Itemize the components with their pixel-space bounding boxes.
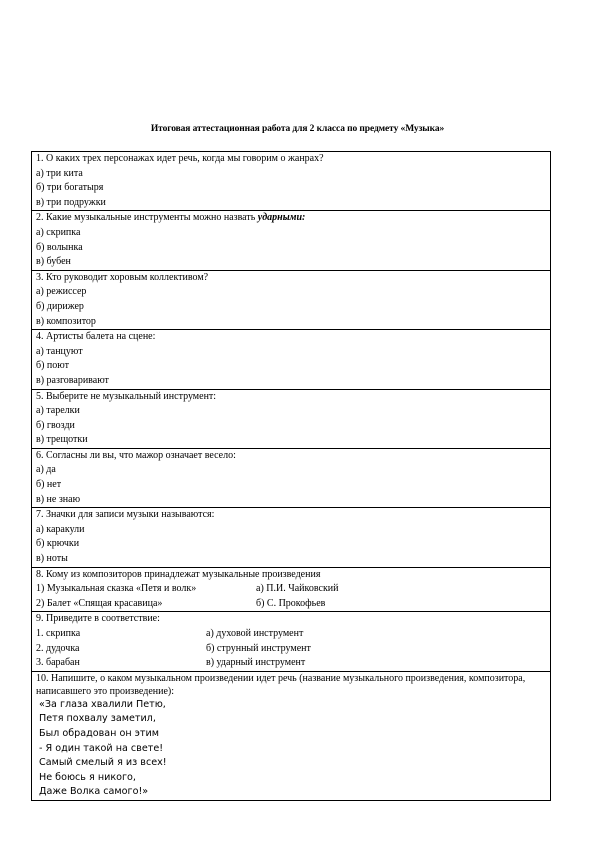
question-8 <box>32 567 550 612</box>
poem-line: Самый смелый я из всех! <box>39 757 167 769</box>
answer-option: в) трещотки <box>36 434 88 446</box>
question-7 <box>32 507 550 566</box>
answer-option: б) гвозди <box>36 419 75 431</box>
answer-option: в) разговаривают <box>36 374 109 386</box>
question-5 <box>32 389 550 448</box>
poem-line: «За глаза хвалили Петю, <box>39 698 166 710</box>
question-4 <box>32 329 550 388</box>
question-6 <box>32 448 550 507</box>
matching-left: 2. дудочка <box>36 642 80 654</box>
question-10 <box>32 671 550 800</box>
matching-row <box>36 656 546 671</box>
answer-option: а) три кита <box>36 167 83 179</box>
answer-option: б) волынка <box>36 241 83 253</box>
question-text: 6. Согласны ли вы, что мажор означает весело: <box>36 449 236 461</box>
answer-option: а) тарелки <box>36 405 80 417</box>
matching-left: 1) Музыкальная сказка «Петя и волк» <box>36 583 197 595</box>
question-text-emphasis: ударными: <box>257 212 306 224</box>
answer-option: в) композитор <box>36 315 96 327</box>
matching-row <box>36 597 546 612</box>
answer-option: б) нет <box>36 479 62 491</box>
poem-line: - Я один такой на свете! <box>39 742 164 754</box>
question-text: 1. О каких трех персонажах идет речь, когда мы говорим о жанрах? <box>36 153 324 164</box>
answer-option: а) скрипка <box>36 226 81 238</box>
matching-row <box>36 582 546 597</box>
matching-right: а) духовой инструмент <box>206 628 304 639</box>
answer-option: а) каракули <box>36 523 85 535</box>
question-1 <box>32 152 550 210</box>
question-text: 3. Кто руководит хоровым коллективом? <box>36 271 209 283</box>
answer-option: в) три подружки <box>36 196 106 208</box>
question-text <box>36 211 546 226</box>
matching-right: б) С. Прокофьев <box>256 597 326 609</box>
question-text: 7. Значки для записи музыки называются: <box>36 509 215 521</box>
question-text: 8. Кому из композиторов принадлежат музыкальные произведения <box>36 568 321 580</box>
answer-option: б) крючки <box>36 538 80 550</box>
answer-option: в) бубен <box>36 256 71 268</box>
question-text: 5. Выберите не музыкальный инструмент: <box>36 390 217 402</box>
question-text-prefix: 2. Какие музыкальные инструменты можно назвать <box>36 212 258 224</box>
matching-row <box>36 627 546 642</box>
matching-left: 3. барабан <box>36 657 80 669</box>
question-text: 10. Напишите, о каком музыкальном произведении идет речь (название музыкального произведения, композитора, написавшего это произведение): <box>36 672 526 697</box>
question-text: 4. Артисты балета на сцене: <box>36 331 156 343</box>
answer-option: в) не знаю <box>36 493 81 505</box>
poem-line: Не боюсь я никого, <box>39 771 136 783</box>
poem-line: Был обрадован он этим <box>39 727 159 739</box>
matching-left: 2) Балет «Спящая красавица» <box>36 597 163 609</box>
question-9 <box>32 611 550 670</box>
answer-option: а) танцуют <box>36 345 83 357</box>
matching-right: а) П.И. Чайковский <box>256 583 339 595</box>
answer-option: б) поют <box>36 360 69 372</box>
question-text: 9. Приведите в соответствие: <box>36 613 160 625</box>
matching-right: б) струнный инструмент <box>206 642 311 654</box>
page-title: Итоговая аттестационная работа для 2 класса по предмету «Музыка» <box>150 124 445 134</box>
answer-option: в) ноты <box>36 553 68 565</box>
question-3 <box>32 270 550 329</box>
matching-row <box>36 642 546 657</box>
answer-option: а) да <box>36 464 56 476</box>
poem-line: Петя похвалу заметил, <box>39 713 156 725</box>
answer-option: б) три богатыря <box>36 182 104 194</box>
matching-left: 1. скрипка <box>36 628 81 639</box>
matching-right: в) ударный инструмент <box>206 657 306 669</box>
poem-line: Даже Волка самого!» <box>39 786 149 798</box>
poem <box>36 698 546 800</box>
answer-option: а) режиссер <box>36 286 87 298</box>
question-2 <box>32 210 550 269</box>
questions-table <box>31 151 551 801</box>
answer-option: б) дирижер <box>36 300 84 312</box>
